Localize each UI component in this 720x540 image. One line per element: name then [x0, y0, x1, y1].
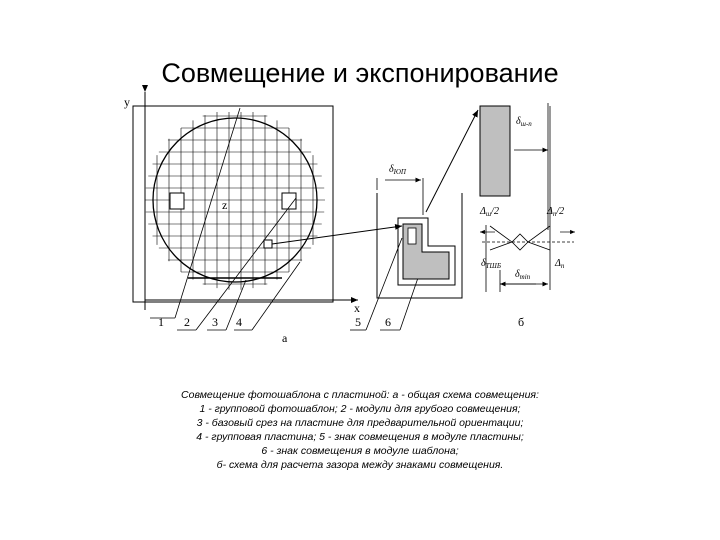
svg-text:δТШБ: $\delta_{ТШБ}$ [481, 258, 501, 270]
callout-leaders [150, 108, 420, 330]
caption-line: 3 - базовый срез на пластине для предварительной ориентации; [196, 417, 524, 429]
svg-text:Δп: $\Delta_п$ [555, 258, 565, 270]
zoom-arrow-2 [426, 110, 478, 212]
caption-line: Совмещение фотошаблона с пластиной: а - общая схема совмещения: [181, 389, 539, 401]
coarse-module-left [170, 193, 184, 209]
caption-line: 1 - групповой фотошаблон; 2 - модули для грубого совмещения; [199, 403, 521, 415]
callout-1: 1 [158, 315, 164, 329]
photomask-frame [133, 106, 333, 302]
svg-text:δmin: $\delta_{min}$ [515, 269, 531, 281]
figure-caption [120, 388, 600, 472]
label-z: z [222, 198, 228, 212]
part-a-label: а [282, 331, 288, 345]
axis-x-label: x [354, 301, 360, 315]
svg-text:Δш/2: $\Delta_ш/2$ [480, 206, 499, 218]
callout-2: 2 [184, 315, 190, 329]
svg-text:Δп/2: $\Delta_п/2$ [547, 206, 565, 218]
alignment-mark-small [264, 240, 272, 248]
slide-title: Совмещение и экспонирование [161, 58, 559, 88]
caption-line: 6 - знак совмещения в модуле шаблона; [261, 445, 459, 457]
callout-5: 5 [355, 315, 361, 329]
callout-4: 4 [236, 315, 242, 329]
svg-text:δЮП: $\delta_{ЮП}$ [389, 164, 406, 176]
callout-3: 3 [212, 315, 218, 329]
caption-line: 4 - групповая пластина; 5 - знак совмещения в модуле пластины; [196, 431, 524, 443]
zoom-arrow-1 [272, 226, 402, 244]
part-b-label: б [518, 315, 525, 329]
zoomed-mark-view [377, 164, 462, 298]
axis-y-label: y [124, 95, 130, 109]
svg-text:δш-п: $\delta_{ш-п}$ [516, 116, 532, 128]
callout-6: 6 [385, 315, 391, 329]
gap-calculation-detail [479, 103, 575, 292]
caption-line: б- схема для расчета зазора между знаками совмещения. [216, 459, 504, 471]
